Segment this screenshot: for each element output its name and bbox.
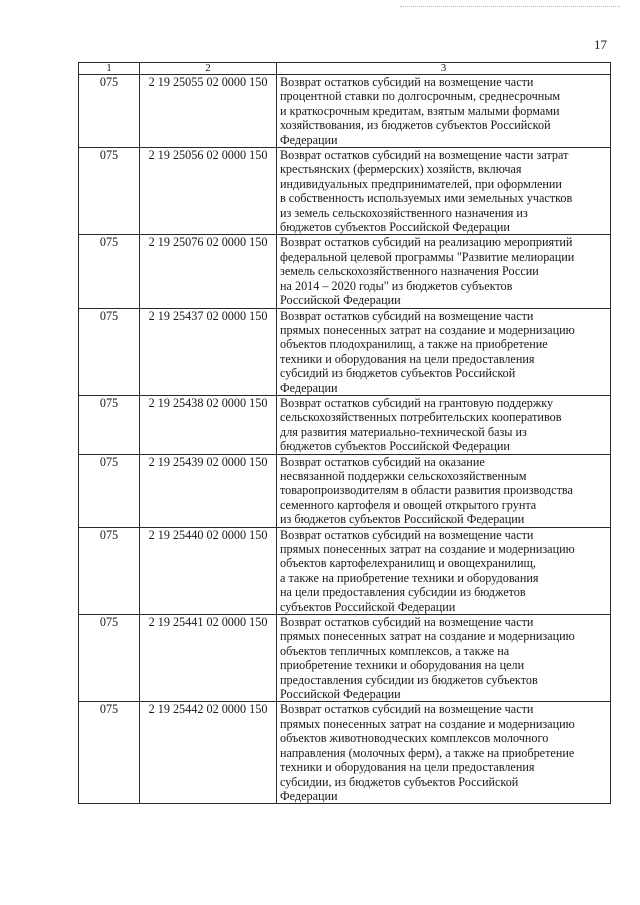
budget-code-cell: 2 19 25056 02 0000 150 (140, 148, 277, 235)
income-name-line: прямых понесенных затрат на создание и модернизацию (280, 322, 575, 337)
income-name-cell (277, 308, 611, 395)
admin-code-cell: 075 (79, 702, 140, 804)
income-name-line: а также на приобретение техники и оборудования (280, 570, 539, 585)
budget-code-cell: 2 19 25438 02 0000 150 (140, 395, 277, 454)
budget-code-cell: 2 19 25437 02 0000 150 (140, 308, 277, 395)
admin-code-cell: 075 (79, 527, 140, 614)
table-row (79, 615, 611, 702)
admin-code-cell: 075 (79, 308, 140, 395)
income-name-line: бюджетов субъектов Российской Федерации (280, 220, 510, 235)
income-name-line: Возврат остатков субсидий на возмещение части затрат (280, 148, 569, 163)
income-name-line: приобретение техники и оборудования на цели (280, 658, 525, 673)
income-name-line: субъектов Российской Федерации (280, 599, 456, 614)
income-name-line: Возврат остатков субсидий на грантовую поддержку (280, 395, 554, 410)
income-name-cell (277, 454, 611, 527)
income-name-line: в собственность используемых ими земельных участков (280, 191, 573, 206)
income-name-line: Федерации (280, 380, 338, 395)
budget-code-cell: 2 19 25439 02 0000 150 (140, 454, 277, 527)
income-name-line: Российской Федерации (280, 293, 401, 308)
income-name-line: прямых понесенных затрат на создание и модернизацию (280, 716, 575, 731)
income-name-line: из земель сельскохозяйственного назначения из (280, 205, 528, 220)
income-name-line: индивидуальных предпринимателей, при оформлении (280, 176, 562, 191)
table-row (79, 527, 611, 614)
budget-code-cell: 2 19 25442 02 0000 150 (140, 702, 277, 804)
table-row (79, 395, 611, 454)
header-col-1: 1 (79, 63, 140, 75)
income-name-line: Возврат остатков субсидий на реализацию мероприятий (280, 235, 573, 250)
income-name-line: и краткосрочным кредитам, взятым малыми формами (280, 103, 560, 118)
income-name-line: объектов тепличных комплексов, а также на (280, 643, 510, 658)
header-col-2: 2 (140, 63, 277, 75)
budget-code-cell: 2 19 25076 02 0000 150 (140, 235, 277, 308)
income-name-line: процентной ставки по долгосрочным, среднесрочным (280, 89, 561, 104)
admin-code-cell: 075 (79, 454, 140, 527)
income-name-line: объектов животноводческих комплексов молочного (280, 731, 549, 746)
budget-code-cell: 2 19 25440 02 0000 150 (140, 527, 277, 614)
income-name-line: техники и оборудования на цели предоставления (280, 351, 535, 366)
income-name-line: из бюджетов субъектов Российской Федерации (280, 512, 525, 527)
income-name-line: объектов картофелехранилищ и овощехранилищ, (280, 556, 536, 571)
table-row (79, 75, 611, 148)
table-row (79, 235, 611, 308)
income-name-line: на 2014 – 2020 годы" из бюджетов субъектов (280, 278, 513, 293)
income-name-line: федеральной целевой программы "Развитие мелиорации (280, 249, 575, 264)
admin-code-cell: 075 (79, 75, 140, 148)
income-name-cell (277, 395, 611, 454)
income-name-line: субсидий из бюджетов субъектов Российской (280, 366, 516, 381)
income-name-line: земель сельскохозяйственного назначения России (280, 264, 539, 279)
income-name-line: Возврат остатков субсидий на возмещение части (280, 75, 534, 89)
admin-code-cell: 075 (79, 615, 140, 702)
income-name-line: крестьянских (фермерских) хозяйств, включая (280, 162, 522, 177)
income-name-cell (277, 75, 611, 148)
income-name-line: хозяйствования, из бюджетов субъектов Российской (280, 118, 551, 133)
admin-code-cell: 075 (79, 395, 140, 454)
admin-code-cell: 075 (79, 148, 140, 235)
income-name-line: сельскохозяйственных потребительских кооперативов (280, 410, 562, 425)
income-name-line: семенного картофеля и овощей открытого грунта (280, 497, 537, 512)
income-name-cell (277, 527, 611, 614)
income-name-line: субсидии, из бюджетов субъектов Российской (280, 774, 519, 789)
income-name-line: для развития материально-технической базы из (280, 424, 527, 439)
table-row (79, 308, 611, 395)
income-name-line: товаропроизводителям в области развития производства (280, 483, 573, 498)
income-name-line: Возврат остатков субсидий на возмещение части (280, 308, 534, 323)
table-row (79, 702, 611, 804)
table-row (79, 148, 611, 235)
income-name-line: Возврат остатков субсидий на возмещение части (280, 527, 534, 542)
income-name-cell (277, 702, 611, 804)
income-name-line: прямых понесенных затрат на создание и модернизацию (280, 629, 575, 644)
income-name-line: несвязанной поддержки сельскохозяйственным (280, 468, 527, 483)
income-name-line: на цели предоставления субсидии из бюджетов (280, 585, 526, 600)
admin-code-cell: 075 (79, 235, 140, 308)
income-name-line: бюджетов субъектов Российской Федерации (280, 439, 510, 454)
header-col-3: 3 (277, 63, 611, 75)
income-name-line: прямых понесенных затрат на создание и модернизацию (280, 542, 575, 556)
table-row (79, 454, 611, 527)
budget-codes-table (78, 62, 611, 804)
income-name-line: направления (молочных ферм), а также на приобретение (280, 745, 575, 760)
income-name-cell (277, 235, 611, 308)
table-body (79, 63, 611, 804)
income-name-line: предоставления субсидии из бюджетов субъектов (280, 672, 538, 687)
income-name-cell (277, 615, 611, 702)
budget-code-cell: 2 19 25441 02 0000 150 (140, 615, 277, 702)
income-name-line: Возврат остатков субсидий на возмещение части (280, 702, 534, 717)
table-header-row (79, 63, 611, 75)
page-number: 17 (594, 37, 607, 52)
budget-code-cell: 2 19 25055 02 0000 150 (140, 75, 277, 148)
income-name-line: Федерации (280, 132, 338, 147)
income-name-line: Возврат остатков субсидий на возмещение части (280, 615, 534, 630)
income-name-line: Возврат остатков субсидий на оказание (280, 454, 485, 469)
income-name-cell (277, 148, 611, 235)
income-name-line: Российской Федерации (280, 687, 401, 702)
scan-artifact-line (400, 6, 620, 7)
income-name-line: объектов плодохранилищ, а также на приобретение (280, 337, 548, 352)
income-name-line: Федерации (280, 788, 338, 803)
income-name-line: техники и оборудования на цели предоставления (280, 760, 535, 775)
